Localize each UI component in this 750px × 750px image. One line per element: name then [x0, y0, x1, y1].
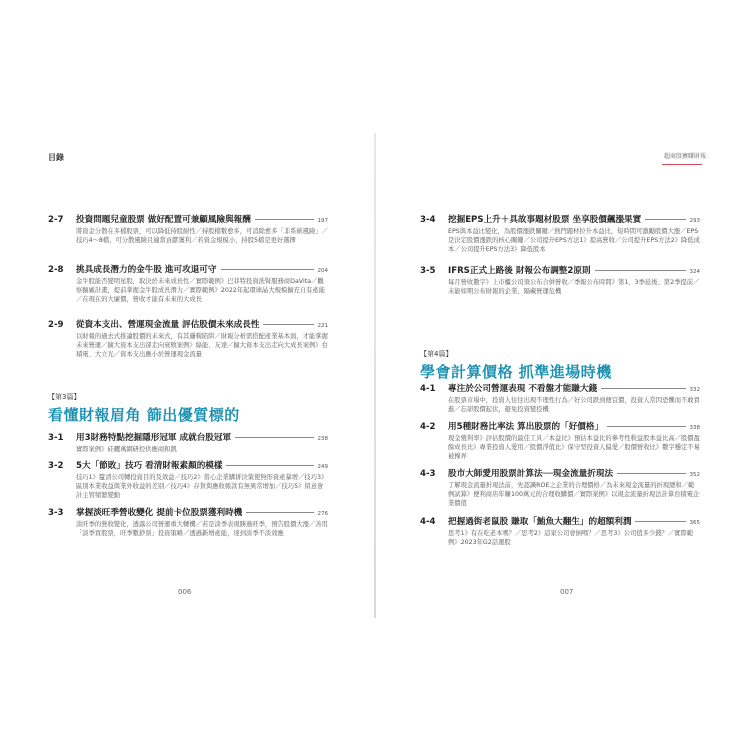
entry-page: 221	[317, 323, 328, 329]
entry-number: 3-4	[420, 215, 436, 225]
entry-number: 4-1	[420, 384, 436, 394]
running-header-right: 超商股賽賺財報	[664, 153, 707, 160]
entry-description: EPS與本益比變化，為股價漲跌關鍵／熱門題材拉升本益比，短時間可激勵股價大漲／EPS是決定股價漲跌的核心關鍵／公司提升EPS方法1》提高營收／公司提升EPS方法2》降低成本／公司提升EPS方法3》降低股本	[448, 228, 700, 253]
entry-description: 實際案例》硅曬萬網研控供應商和凱	[76, 446, 177, 453]
part3-title: 看懂財報眉角 篩出優質標的	[48, 406, 240, 424]
entry-title: 挑具成長潛力的金牛股 進可攻退可守	[76, 265, 217, 275]
entry-description: 思考1》有在吃老本嗎？／思考2》這家公司會倒嗎？／思考3》公司值多少錢？／實際範例》2023年G2話運股	[448, 530, 694, 546]
entry-page: 204	[317, 268, 328, 274]
entry-page: 338	[689, 425, 700, 431]
entry-number: 4-3	[420, 469, 436, 479]
page-number-left: 006	[178, 588, 192, 596]
entry-number: 4-4	[420, 517, 436, 527]
entry-title: 用5種財務比率法 算出股票的「好價格」	[448, 422, 604, 432]
entry-number: 3-1	[48, 433, 64, 443]
entry-page: 365	[689, 520, 700, 526]
toc-entry-2-7	[48, 213, 328, 245]
entry-page: 249	[317, 464, 328, 470]
entry-number: 4-2	[420, 422, 436, 432]
entry-description: 技巧1》釐清公司轉投資目的及效益／技巧2》當心企業購併決策使無形資產暴增／技巧3》區別本業收益與業外收益的差別／技巧4》存貨與應收帳款有無異常增加／技巧5》留意會計主管頻繁變動	[76, 474, 328, 499]
toc-entry-4-4	[420, 515, 700, 547]
toc-entry-3-2	[48, 459, 328, 500]
entry-title: 把握過街老鼠股 賺取「鮪魚大翻生」的超額利潤	[448, 517, 632, 527]
entry-description: 將資金分散在多檔股票，可以降低持股耐性／持股檔數愈多，可消除愈多「非系統風險」／技巧4～8檔，可分散風險且適當貢獻獲利／若資金規模小，持股5檔是更好選擇	[76, 228, 328, 244]
entry-page: 332	[689, 387, 700, 393]
toc-entry-3-1	[48, 431, 328, 454]
running-header-left: 目錄	[48, 153, 64, 162]
entry-title: 5大「節敗」技巧 看清財報素顏的模樣	[76, 461, 223, 471]
entry-page: 352	[689, 472, 700, 478]
entry-description: 現金殖利率》評估股價的最佳工具／本益比》預估本益比的參考性較益股本益比高／股價盈餘成長比》專業投資人愛用／股價淨值比》保守型投資人偏愛／股價營收比》數字穩定不易被操弄	[448, 435, 700, 460]
entry-page: 324	[689, 269, 700, 275]
toc-entry-3-3	[48, 506, 328, 538]
entry-page: 238	[317, 436, 328, 442]
entry-description: 金牛股能否變明星股，取決於未來成長性／實際範例》巴菲特投資洗腎服務商DaVita／觀察擴廠計畫，提前掌握金牛股成長潛力／實際範例》2022年起環球晶大規模擴充自有產能／在現在的大廉價，營收才能有未來的大成長	[76, 278, 326, 303]
part4-tag: 【第4篇】	[420, 350, 453, 358]
toc-entry-3-4	[420, 213, 700, 254]
entry-number: 3-5	[420, 266, 436, 276]
entry-page: 293	[689, 218, 700, 224]
page-number-right: 007	[560, 588, 574, 596]
entry-title: 從資本支出、營運現金流量 評估股價未來成長性	[76, 320, 260, 330]
header-rule	[662, 164, 702, 165]
entry-title: 專注於公司營運表現 不看盤才能賺大錢	[448, 384, 598, 394]
entry-title: 股市大師愛用股票計算法──現金流量折現法	[448, 469, 614, 479]
entry-number: 3-3	[48, 508, 64, 518]
entry-page: 276	[317, 511, 328, 517]
entry-title: IFRS正式上路後 財報公布調整2原則	[448, 266, 591, 276]
toc-entry-2-8	[48, 263, 328, 304]
part3-tag: 【第3篇】	[48, 393, 81, 401]
toc-entry-2-9	[48, 318, 328, 359]
entry-description: 每月營收數字》上市櫃公司須公布合併營收／季報公布時間》第1、3季延後、第2季提前／未能如期公布財報的企業，隔藏營運危機	[448, 279, 700, 295]
toc-entry-3-5	[420, 264, 700, 296]
toc-entry-4-1	[420, 382, 700, 414]
entry-number: 2-7	[48, 215, 64, 225]
entry-description: 以財報的過去式推論股價的未來式，有其邏輯陷阱／財報分析需搭配產業基本面，才能掌握未來營運／擴大資本支出卻走向衰敗案例》綠能、友達／擴大資本支出走向大成長案例》台積電、大立光／資本支出應小於營運現金流量	[76, 333, 328, 358]
entry-title: 挖掘EPS上升＋具故事題材股票 坐享股價飆漲果實	[448, 215, 642, 225]
entry-description: 在股票市場中，投資人往往出現不理性行為／好公司跌到便宜價，投資人常因恐懼而不敢買進／忘卻股價起伏，避免投資變投機	[448, 397, 700, 413]
entry-number: 2-8	[48, 265, 64, 275]
entry-description: 了解現金流量折現法前，先認識ROE之企業的合理價格／為未來現金流量的折現總和／範例試算》便利商店年賺100萬元的合理收購價／實際案例》以現金流量折現法計算台積電企業價值	[448, 482, 700, 507]
entry-number: 2-9	[48, 320, 64, 330]
entry-page: 197	[317, 218, 328, 224]
toc-entry-4-3	[420, 467, 700, 508]
toc-entry-4-2	[420, 420, 700, 461]
entry-description: 淡旺季的營收變化，透露公司營運重大轉機／若是淡季表現勝過旺季，預告股價大漲／善用「淡季買股票，旺季數鈔票」投資策略／透過新增產能，達到淡季不淡效應	[76, 521, 328, 537]
book-spine	[374, 133, 376, 618]
entry-title: 掌握淡旺季營收變化 提前卡位股票獲利時機	[76, 508, 243, 518]
part4-title: 學會計算價格 抓準進場時機	[420, 363, 612, 381]
entry-title: 投資問題兒童股票 做好配置可兼顧風險與報酬	[76, 215, 251, 225]
entry-number: 3-2	[48, 461, 64, 471]
entry-title: 用3財務特點挖掘隱形冠軍 成就台股冠軍	[76, 433, 232, 443]
